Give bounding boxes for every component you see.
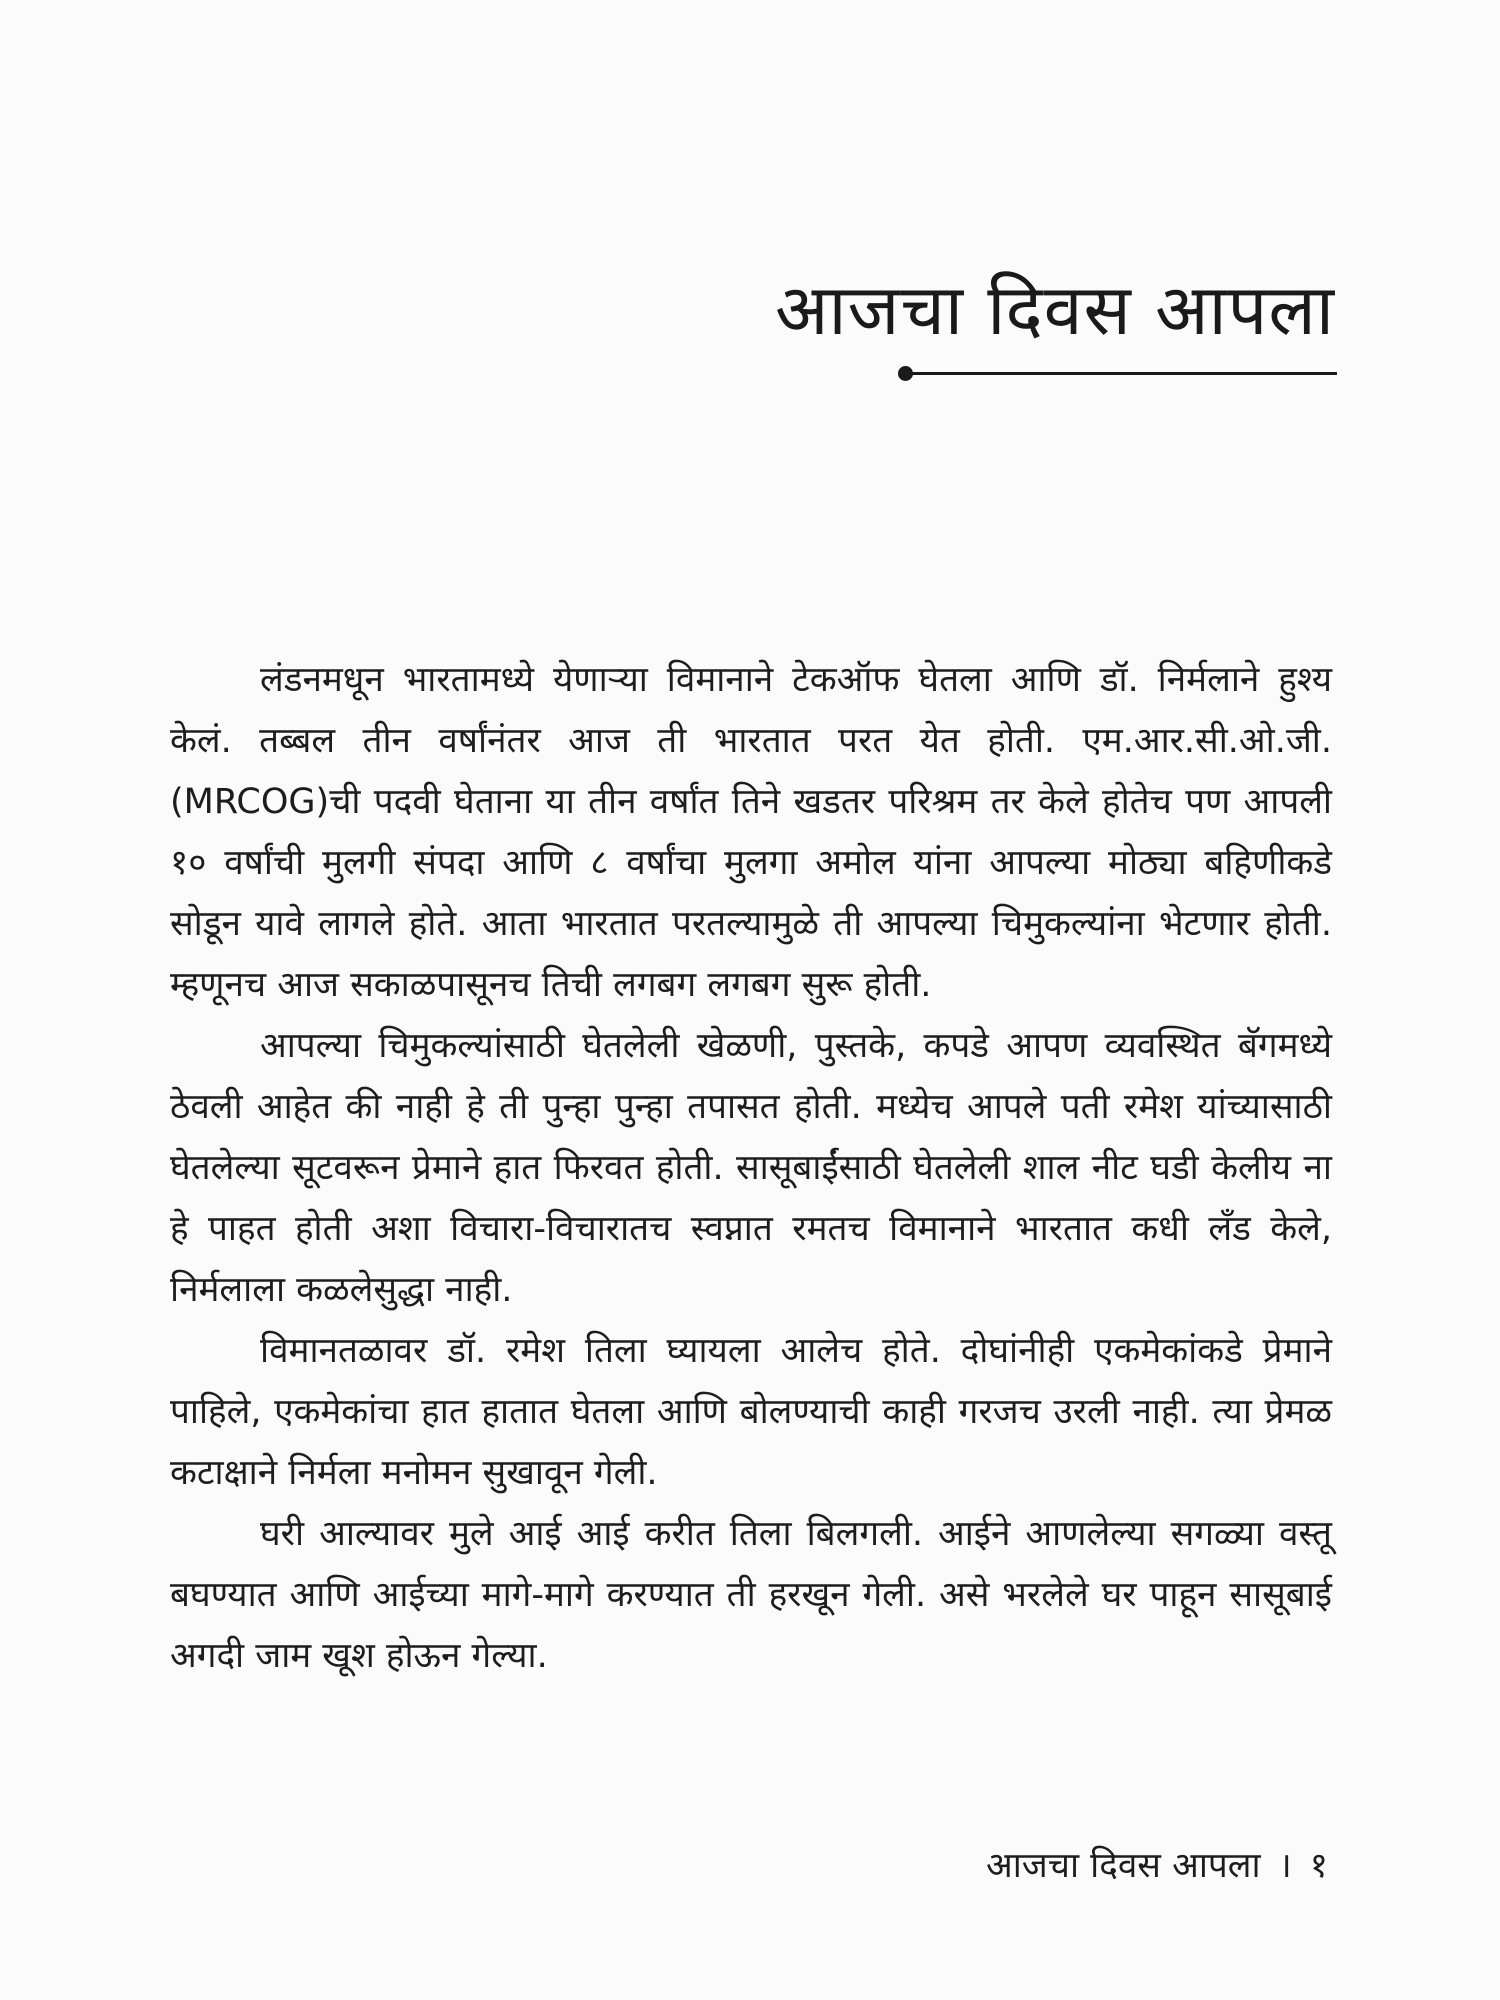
chapter-title: आजचा दिवस आपला	[775, 269, 1335, 351]
paragraph-4: घरी आल्यावर मुले आई आई करीत तिला बिलगली. आईने आणलेल्या सगळ्या वस्तू बघण्यात आणि आईच्या मागे-मागे करण्यात ती हरखून गेली. असे भरलेले घर पाहून सासूबाई अगदी जाम खूश होऊन गेल्या.	[170, 1514, 1332, 1676]
title-underline	[905, 372, 1337, 375]
paragraph-1: लंडनमधून भारतामध्ये येणाऱ्या विमानाने टेकऑफ घेतला आणि डॉ. निर्मलाने हुश्य केलं. तब्बल तीन वर्षांनंतर आज ती भारतात परत येत होती. एम.आर.सी.ओ.जी. (MRCOG)ची पदवी घेताना या तीन वर्षांत तिने खडतर परिश्रम तर केले होतेच पण आपली १० वर्षांची मुलगी संपदा आणि ८ वर्षांचा मुलगा अमोल यांना आपल्या मोठ्या बहिणीकडे सोडून यावे लागले होते. आता भारतात परतल्यामुळे ती आपल्या चिमुकल्यांना भेटणार होती. म्हणूनच आज सकाळपासूनच तिची लगबग लगबग सुरू होती.	[170, 660, 1332, 1005]
page-footer	[986, 1845, 1328, 1887]
chapter-body	[170, 650, 1332, 1687]
running-title: आजचा दिवस आपला	[986, 1846, 1261, 1886]
page-number: १	[1309, 1846, 1328, 1886]
paragraph-3: विमानतळावर डॉ. रमेश तिला घ्यायला आलेच होते. दोघांनीही एकमेकांकडे प्रेमाने पाहिले, एकमेकांचा हात हातात घेतला आणि बोलण्याची काही गरजच उरली नाही. त्या प्रेमळ कटाक्षाने निर्मला मनोमन सुखावून गेली.	[170, 1331, 1332, 1493]
paragraph-2: आपल्या चिमुकल्यांसाठी घेतलेली खेळणी, पुस्तके, कपडे आपण व्यवस्थित बॅगमध्ये ठेवली आहेत की नाही हे ती पुन्हा पुन्हा तपासत होती. मध्येच आपले पती रमेश यांच्यासाठी घेतलेल्या सूटवरून प्रेमाने हात फिरवत होती. सासूबाईंसाठी घेतलेली शाल नीट घडी केलीय ना हे पाहत होती अशा विचारा-विचारातच स्वप्नात रमतच विमानाने भारतात कधी लँड केले, निर्मलाला कळलेसुद्धा नाही.	[170, 1026, 1332, 1310]
title-underline-dot	[898, 366, 913, 381]
footer-separator: ।	[1278, 1846, 1292, 1886]
